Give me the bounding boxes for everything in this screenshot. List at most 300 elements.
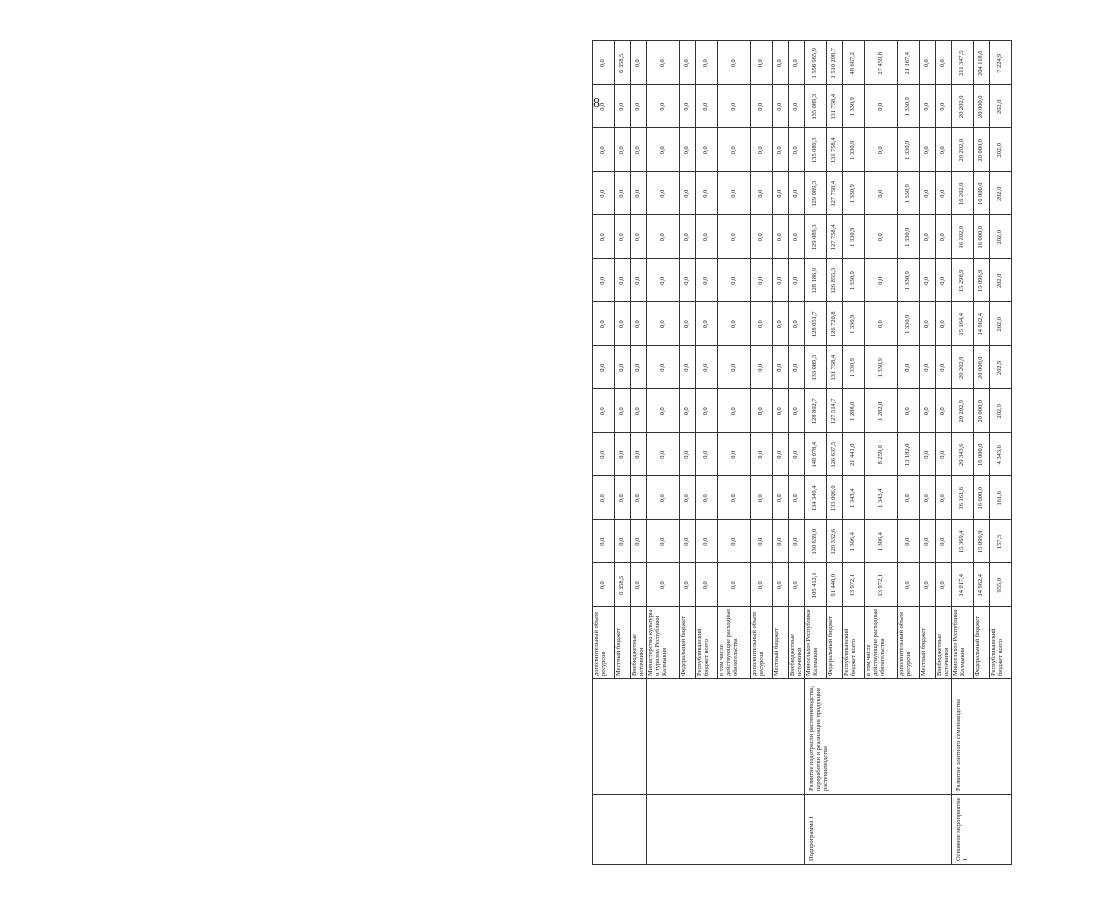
value-cell: 1 330,9 <box>849 184 856 204</box>
column-divider <box>592 678 1011 679</box>
value-cell: 0,0 <box>658 494 666 503</box>
value-cell: 16 000,0 <box>977 443 984 466</box>
value-cell: 0,0 <box>634 363 641 372</box>
value-cell: 0,0 <box>776 320 783 329</box>
value-cell: 0,0 <box>757 320 764 329</box>
value-cell: 1 330,9 <box>904 271 911 291</box>
value-cell: 0,0 <box>618 450 625 459</box>
value-cell: 1 330,9 <box>904 227 911 247</box>
value-cell: 1 330,9 <box>849 140 856 160</box>
column-divider <box>592 345 1011 346</box>
column-divider <box>592 864 1011 865</box>
row-divider <box>1011 40 1012 679</box>
value-cell: 0,0 <box>792 102 799 111</box>
row-label: Внебюджетные источники <box>631 634 646 676</box>
value-cell: 0,0 <box>792 276 799 285</box>
value-cell: 0,0 <box>776 59 783 68</box>
value-cell: 0,0 <box>599 320 606 329</box>
value-cell: 0,0 <box>658 363 666 372</box>
value-cell: 202,0 <box>996 230 1003 245</box>
value-cell: 0,0 <box>634 450 641 459</box>
value-cell: 1 330,9 <box>849 271 856 291</box>
value-cell: 1 288,0 <box>849 401 856 421</box>
value-cell: 4 343,6 <box>996 445 1003 465</box>
column-divider <box>592 258 1011 259</box>
value-cell: 127 514,7 <box>830 398 837 425</box>
value-cell: 0,0 <box>939 407 946 416</box>
value-cell: 161,6 <box>996 491 1003 506</box>
value-cell: 0,0 <box>792 59 799 68</box>
row-label: в том числе действующие расходные обязательства <box>865 608 887 676</box>
value-cell: 0,0 <box>634 189 641 198</box>
value-cell: 0,0 <box>729 320 737 329</box>
value-cell: 0,0 <box>923 102 930 111</box>
value-cell: 14 917,4 <box>958 574 965 597</box>
row-label: в том числе действующие расходные обязательства <box>718 608 740 676</box>
value-cell: 1 343,4 <box>876 488 884 508</box>
value-cell: 0,0 <box>939 450 946 459</box>
value-cell: 0,0 <box>876 276 884 285</box>
value-cell: 0,0 <box>923 233 930 242</box>
value-cell: 131 758,4 <box>830 354 837 381</box>
value-cell: 0,0 <box>923 146 930 155</box>
value-cell: 0,0 <box>923 276 930 285</box>
value-cell: 0,0 <box>792 581 799 590</box>
value-cell: 0,0 <box>618 233 625 242</box>
value-cell: 0,0 <box>702 146 709 155</box>
value-cell: 0,0 <box>599 233 606 242</box>
value-cell: 0,0 <box>904 494 911 503</box>
value-cell: 0,0 <box>702 233 709 242</box>
value-cell: 0,0 <box>618 146 625 155</box>
value-cell: 0,0 <box>618 407 625 416</box>
value-cell: 0,0 <box>757 537 764 546</box>
value-cell: 0,0 <box>757 59 764 68</box>
value-cell: 15 369,4 <box>958 530 965 553</box>
value-cell: 0,0 <box>939 581 946 590</box>
value-cell: 0,0 <box>939 102 946 111</box>
table-top-border <box>592 40 593 865</box>
value-cell: 129 089,3 <box>811 224 818 251</box>
row-divider <box>826 40 827 679</box>
value-cell: 0,0 <box>939 59 946 68</box>
value-cell: 1 330,9 <box>849 97 856 117</box>
value-cell: 0,0 <box>658 537 666 546</box>
value-cell: 0,0 <box>658 233 666 242</box>
value-cell: 0,0 <box>634 233 641 242</box>
value-cell: 0,0 <box>923 581 930 590</box>
row-label: Внебюджетные источники <box>789 634 804 676</box>
value-cell: 0,0 <box>776 494 783 503</box>
value-cell: 13 182,0 <box>904 443 911 466</box>
value-cell: 0,0 <box>792 363 799 372</box>
value-cell: 1 330,9 <box>904 97 911 117</box>
value-cell: 0,0 <box>599 146 606 155</box>
value-cell: 0,0 <box>634 146 641 155</box>
value-cell: 27 459,8 <box>876 52 884 75</box>
value-cell: 6 358,5 <box>618 575 625 595</box>
value-cell: 0,0 <box>923 59 930 68</box>
value-cell: 131 758,4 <box>830 137 837 164</box>
value-cell: 0,0 <box>634 59 641 68</box>
value-cell: 126 720,8 <box>830 311 837 338</box>
value-cell: 21 441,0 <box>849 443 856 466</box>
row-label: дополнительный объем ресурсов <box>751 612 766 676</box>
value-cell: 0,0 <box>599 450 606 459</box>
value-cell: 15 099,9 <box>977 530 984 553</box>
value-cell: 0,0 <box>618 363 625 372</box>
value-cell: 21 167,4 <box>904 52 911 75</box>
budget-table <box>590 40 1118 865</box>
value-cell: 0,0 <box>683 537 690 546</box>
value-cell: 6 358,5 <box>618 53 625 73</box>
value-cell: 0,0 <box>702 363 709 372</box>
value-cell: 0,0 <box>923 189 930 198</box>
value-cell: 0,0 <box>634 102 641 111</box>
value-cell: 148 078,4 <box>811 441 818 468</box>
value-cell: 0,0 <box>599 276 606 285</box>
value-cell: 0,0 <box>599 494 606 503</box>
value-cell: 0,0 <box>729 407 737 416</box>
value-cell: 0,0 <box>634 537 641 546</box>
row-divider <box>864 40 865 679</box>
value-cell: 20 000,0 <box>977 356 984 379</box>
column-divider <box>592 476 1011 477</box>
column-divider <box>592 84 1011 85</box>
value-cell: 0,0 <box>792 494 799 503</box>
value-cell: 0,0 <box>757 102 764 111</box>
column-divider <box>592 563 1011 564</box>
value-cell: 1 330,9 <box>849 227 856 247</box>
value-cell: 0,0 <box>776 146 783 155</box>
value-cell: 0,0 <box>658 407 666 416</box>
page-number: 8 <box>593 96 600 111</box>
value-cell: 0,0 <box>776 102 783 111</box>
value-cell: 0,0 <box>683 276 690 285</box>
value-cell: 0,0 <box>729 59 737 68</box>
value-cell: 126 637,5 <box>830 441 837 468</box>
value-cell: 0,0 <box>599 363 606 372</box>
value-cell: 0,0 <box>876 189 884 198</box>
value-cell: 0,0 <box>939 276 946 285</box>
value-cell: 1 330,9 <box>876 358 884 378</box>
value-cell: 0,0 <box>939 189 946 198</box>
value-cell: 0,0 <box>792 537 799 546</box>
value-cell: 0,0 <box>876 320 884 329</box>
value-cell: 0,0 <box>702 450 709 459</box>
row-divider <box>989 40 990 679</box>
value-cell: 0,0 <box>683 189 690 198</box>
value-cell: 0,0 <box>683 494 690 503</box>
value-cell: 0,0 <box>792 146 799 155</box>
value-cell: 1 282,0 <box>876 401 884 421</box>
value-cell: 0,0 <box>876 102 884 111</box>
value-cell: 0,0 <box>683 102 690 111</box>
value-cell: 0,0 <box>702 494 709 503</box>
row-label: Министерство культуры и туризма Республики Калмыкия <box>647 609 669 676</box>
row-label: Минсельхоз Республики Калмыкия <box>805 609 820 676</box>
value-cell: 0,0 <box>729 233 737 242</box>
value-cell: 20 202,0 <box>958 139 965 162</box>
value-cell: 0,0 <box>683 363 690 372</box>
value-cell: 202,9 <box>996 360 1003 375</box>
column-divider <box>592 41 1011 42</box>
value-cell: 0,0 <box>776 363 783 372</box>
value-cell: 48 667,2 <box>849 52 856 75</box>
value-cell: 0,0 <box>776 581 783 590</box>
value-cell: 0,0 <box>729 102 737 111</box>
value-cell: 0,0 <box>904 363 911 372</box>
row-label: Республиканский бюджет всего <box>696 628 711 676</box>
value-cell: 133 089,3 <box>811 354 818 381</box>
column-divider <box>592 606 1011 607</box>
value-cell: 0,0 <box>702 537 709 546</box>
value-cell: 13 972,1 <box>876 574 884 597</box>
value-cell: 202,0 <box>996 186 1003 201</box>
value-cell: 0,0 <box>702 581 709 590</box>
value-cell: 0,0 <box>757 233 764 242</box>
value-cell: 202,0 <box>996 317 1003 332</box>
value-cell: 0,0 <box>599 59 606 68</box>
row-divider <box>695 40 696 679</box>
value-cell: 130 639,0 <box>811 528 818 555</box>
value-cell: 20 202,0 <box>958 95 965 118</box>
value-cell: 0,0 <box>729 189 737 198</box>
value-cell: 0,0 <box>939 233 946 242</box>
column-divider <box>592 519 1011 520</box>
column-divider <box>592 389 1011 390</box>
value-cell: 0,0 <box>757 581 764 590</box>
value-cell: 0,0 <box>904 581 911 590</box>
value-cell: 0,0 <box>757 494 764 503</box>
value-cell: 0,0 <box>776 450 783 459</box>
row-divider <box>717 40 718 679</box>
value-cell: 0,0 <box>702 59 709 68</box>
value-cell: 0,0 <box>876 146 884 155</box>
value-cell: 0,0 <box>923 537 930 546</box>
value-cell: 128 051,7 <box>811 311 818 338</box>
value-cell: 0,0 <box>618 320 625 329</box>
value-cell: 0,0 <box>729 537 737 546</box>
value-cell: 0,0 <box>729 450 737 459</box>
value-cell: 20 000,0 <box>977 400 984 423</box>
value-cell: 0,0 <box>599 537 606 546</box>
value-cell: 0,0 <box>729 494 737 503</box>
value-cell: 204 118,6 <box>977 50 984 76</box>
value-cell: 1 306,4 <box>876 532 884 552</box>
value-cell: 0,0 <box>618 189 625 198</box>
value-cell: 0,0 <box>729 276 737 285</box>
row-divider <box>772 40 773 679</box>
value-cell: 0,0 <box>599 189 606 198</box>
column-divider <box>592 302 1011 303</box>
row-divider <box>804 40 805 679</box>
value-cell: 0,0 <box>729 581 737 590</box>
value-cell: 0,0 <box>904 537 911 546</box>
value-cell: 0,0 <box>792 320 799 329</box>
row-divider <box>951 40 952 679</box>
value-cell: 0,0 <box>599 581 606 590</box>
group-name: Развитие элитного семеноводства <box>955 699 962 791</box>
value-cell: 0,0 <box>683 146 690 155</box>
row-label: Федеральный бюджет <box>680 616 687 676</box>
value-cell: 15 164,4 <box>958 313 965 336</box>
value-cell: 0,0 <box>757 276 764 285</box>
value-cell: 202,0 <box>996 273 1003 288</box>
value-cell: 157,5 <box>996 534 1003 549</box>
value-cell: 202,0 <box>996 143 1003 158</box>
value-cell: 15 298,9 <box>958 269 965 292</box>
value-cell: 126 855,3 <box>830 267 837 294</box>
value-cell: 0,0 <box>702 276 709 285</box>
value-cell: 0,0 <box>792 189 799 198</box>
value-cell: 0,0 <box>776 276 783 285</box>
value-cell: 1 330,9 <box>904 314 911 334</box>
value-cell: 1 330,9 <box>904 140 911 160</box>
value-cell: 0,0 <box>618 102 625 111</box>
value-cell: 16 000,0 <box>977 182 984 205</box>
value-cell: 1 330,9 <box>904 184 911 204</box>
value-cell: 105 412,1 <box>811 572 818 599</box>
value-cell: 0,0 <box>634 276 641 285</box>
column-divider <box>592 794 1011 795</box>
row-label: Федеральный бюджет <box>827 616 834 676</box>
row-divider <box>897 40 898 679</box>
value-cell: 0,0 <box>658 189 666 198</box>
group-title: Подпрограмма 1 <box>808 815 815 861</box>
value-cell: 0,0 <box>939 537 946 546</box>
row-divider <box>935 40 936 679</box>
value-cell: 8 259,0 <box>876 445 884 465</box>
group-title: Основное мероприятие 1 <box>955 797 970 861</box>
value-cell: 127 758,4 <box>830 224 837 251</box>
value-cell: 0,0 <box>634 494 641 503</box>
value-cell: 1 343,4 <box>849 488 856 508</box>
value-cell: 0,0 <box>634 581 641 590</box>
row-label: Минсельхоз Республики Калмыкия <box>952 609 967 676</box>
value-cell: 16 000,0 <box>977 487 984 510</box>
value-cell: 0,0 <box>658 59 666 68</box>
row-label: Местный бюджет <box>615 628 622 676</box>
row-divider <box>679 40 680 679</box>
value-cell: 0,0 <box>923 407 930 416</box>
value-cell: 0,0 <box>729 363 737 372</box>
value-cell: 128 186,9 <box>811 267 818 294</box>
value-cell: 7 224,9 <box>996 53 1003 73</box>
row-divider <box>750 40 751 679</box>
value-cell: 1 510 298,7 <box>830 48 837 79</box>
row-label: Местный бюджет <box>920 628 927 676</box>
value-cell: 0,0 <box>923 450 930 459</box>
value-cell: 0,0 <box>757 189 764 198</box>
value-cell: 16 202,0 <box>958 182 965 205</box>
value-cell: 0,0 <box>683 59 690 68</box>
value-cell: 0,0 <box>683 581 690 590</box>
column-divider <box>592 432 1011 433</box>
value-cell: 15 096,9 <box>977 269 984 292</box>
value-cell: 0,0 <box>729 146 737 155</box>
value-cell: 0,0 <box>702 189 709 198</box>
value-cell: 16 202,0 <box>958 226 965 249</box>
value-cell: 0,0 <box>599 102 606 111</box>
value-cell: 129 332,6 <box>830 528 837 555</box>
value-cell: 16 161,6 <box>958 487 965 510</box>
value-cell: 0,0 <box>683 450 690 459</box>
value-cell: 955,0 <box>996 578 1003 593</box>
value-cell: 0,0 <box>658 276 666 285</box>
value-cell: 0,0 <box>634 320 641 329</box>
value-cell: 134 349,4 <box>811 485 818 512</box>
value-cell: 0,0 <box>683 407 690 416</box>
value-cell: 0,0 <box>792 450 799 459</box>
column-divider <box>592 128 1011 129</box>
value-cell: 133 006,0 <box>830 485 837 512</box>
value-cell: 0,0 <box>702 407 709 416</box>
value-cell: 20 000,0 <box>977 95 984 118</box>
value-cell: 0,0 <box>904 407 911 416</box>
value-cell: 0,0 <box>923 494 930 503</box>
value-cell: 0,0 <box>634 407 641 416</box>
group-name: Развитие подотрасли растениеводства, переработки и реализации продукции растениеводства <box>808 685 830 791</box>
value-cell: 129 089,3 <box>811 180 818 207</box>
value-cell: 135 089,3 <box>811 137 818 164</box>
value-cell: 0,0 <box>658 581 666 590</box>
value-cell: 0,0 <box>939 146 946 155</box>
row-divider <box>614 40 615 679</box>
value-cell: 16 000,0 <box>977 226 984 249</box>
value-cell: 0,0 <box>757 407 764 416</box>
value-cell: 211 347,5 <box>958 50 965 76</box>
value-cell: 0,0 <box>658 102 666 111</box>
value-cell: 0,0 <box>618 537 625 546</box>
value-cell: 20 202,9 <box>958 356 965 379</box>
value-cell: 13 972,1 <box>849 574 856 597</box>
value-cell: 0,0 <box>683 233 690 242</box>
value-cell: 1 306,4 <box>849 532 856 552</box>
value-cell: 0,0 <box>618 276 625 285</box>
value-cell: 0,0 <box>792 233 799 242</box>
value-cell: 0,0 <box>658 146 666 155</box>
value-cell: 0,0 <box>702 102 709 111</box>
value-cell: 20 343,6 <box>958 443 965 466</box>
row-divider <box>919 40 920 679</box>
value-cell: 0,0 <box>776 189 783 198</box>
value-cell: 20 000,0 <box>977 139 984 162</box>
row-label: Местный бюджет <box>773 628 780 676</box>
value-cell: 128 802,7 <box>811 398 818 425</box>
value-cell: 0,0 <box>757 450 764 459</box>
value-cell: 0,0 <box>599 407 606 416</box>
value-cell: 0,0 <box>923 320 930 329</box>
value-cell: 14 962,4 <box>977 574 984 597</box>
value-cell: 0,0 <box>776 233 783 242</box>
row-label: Республиканский бюджет всего <box>843 628 858 676</box>
value-cell: 0,0 <box>683 320 690 329</box>
value-cell: 0,0 <box>757 146 764 155</box>
value-cell: 0,0 <box>792 407 799 416</box>
value-cell: 135 089,3 <box>811 93 818 120</box>
value-cell: 127 758,4 <box>830 180 837 207</box>
value-cell: 0,0 <box>618 494 625 503</box>
value-cell: 0,0 <box>939 494 946 503</box>
value-cell: 1 330,9 <box>849 314 856 334</box>
value-cell: 0,0 <box>776 407 783 416</box>
value-cell: 0,0 <box>702 320 709 329</box>
row-label: дополнительный объем ресурсов <box>593 612 608 676</box>
row-divider <box>973 40 974 679</box>
column-divider <box>592 215 1011 216</box>
value-cell: 0,0 <box>776 537 783 546</box>
